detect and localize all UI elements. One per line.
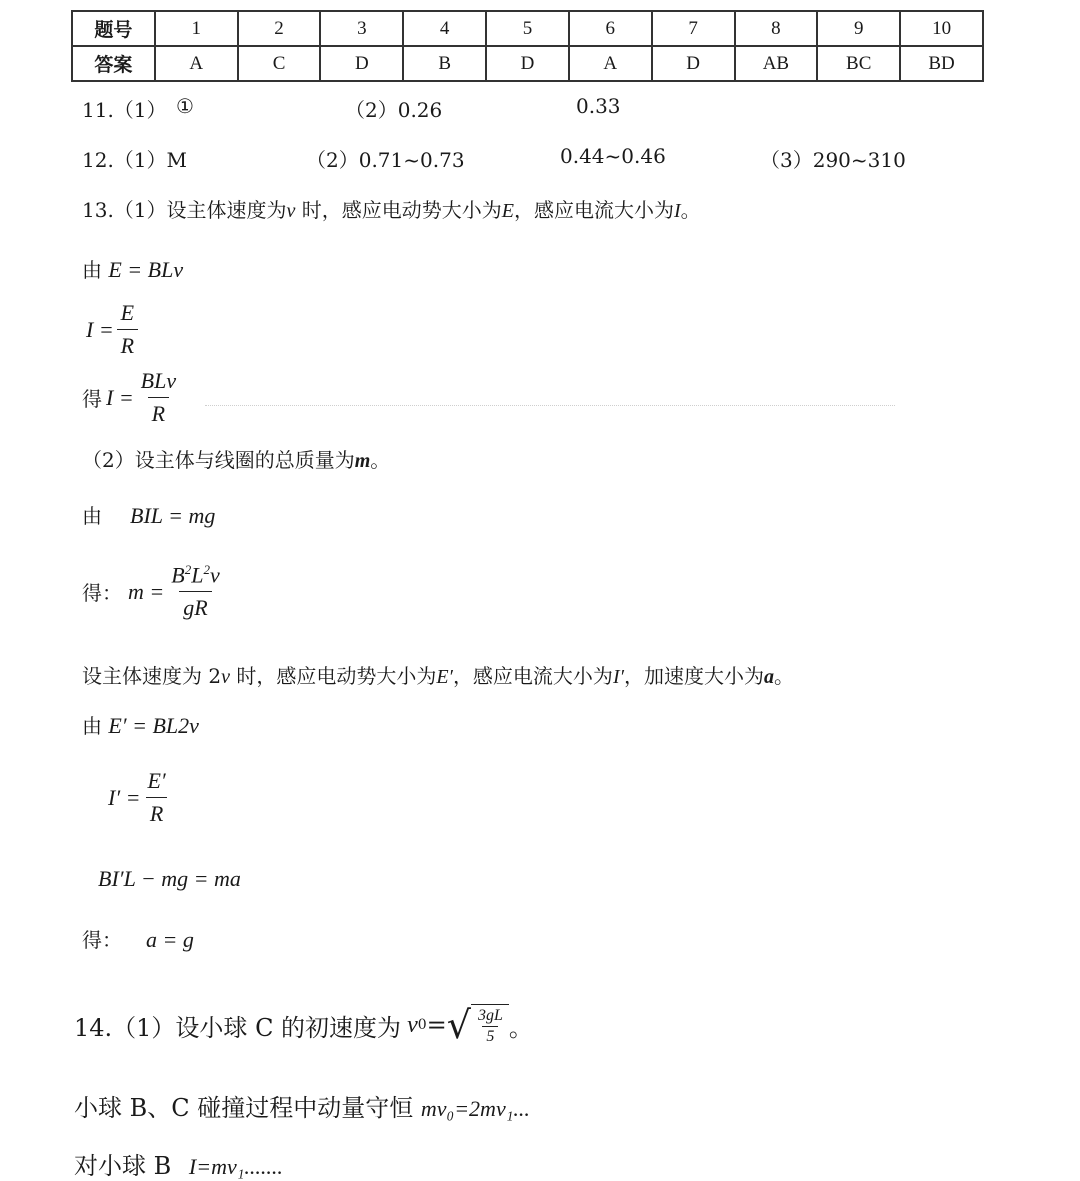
- q11-answer-1: ①: [176, 94, 194, 118]
- equation-current: I = $\frac{E}{R}$: [86, 300, 141, 359]
- table-row-answers: [72, 46, 983, 81]
- fraction: $\frac{E'}{R}$: [147, 768, 166, 826]
- table-cell: A: [569, 46, 652, 81]
- table-cell: BD: [900, 46, 983, 81]
- q14-intro: 14.（1）设小球 C 的初速度为 v 0 = √ $\frac{3gL}{5}$ 。: [74, 1003, 533, 1047]
- equation-mass: 得： m = $\frac{B^2L^2v}{gR}$: [82, 562, 227, 621]
- table-cell: 4: [403, 11, 486, 46]
- table-cell: D: [652, 46, 735, 81]
- table-row-numbers: [72, 11, 983, 46]
- table-cell: 3: [320, 11, 403, 46]
- table-cell: 7: [652, 11, 735, 46]
- q14-momentum: 小球 B、C 碰撞过程中动量守恒 mv₀=2mv₁...: [74, 1094, 530, 1122]
- equation-current-2: I′ = $\frac{E'}{R}$: [108, 768, 173, 827]
- table-cell: D: [320, 46, 403, 81]
- table-cell: 5: [486, 11, 569, 46]
- q11-answer-3: 0.33: [576, 94, 621, 118]
- table-cell: 2: [238, 11, 321, 46]
- table-cell: B: [403, 46, 486, 81]
- equation-emf-2: 由 E′ = BL2v: [82, 713, 199, 738]
- square-root: √ $\frac{3gL}{5}$: [447, 1004, 509, 1046]
- q14-impulse: 对小球 B I=mv₁.......: [74, 1152, 283, 1180]
- table-cell: C: [238, 46, 321, 81]
- table-cell: 8: [735, 11, 818, 46]
- equation-acceleration: 得： a = g: [82, 927, 194, 952]
- answer-label: 答案: [72, 46, 155, 81]
- fraction: $\frac{E}{R}$: [117, 300, 138, 359]
- fraction: $\frac{3gL}{5}$: [477, 1007, 503, 1045]
- q13-intro: 13.（1）设主体速度为v 时，感应电动势大小为E，感应电流大小为I。: [82, 198, 701, 222]
- table-cell: A: [155, 46, 238, 81]
- q12-answer-2: （2）0.71~0.73: [306, 148, 465, 172]
- equation-emf: 由 E = BLv: [82, 257, 184, 282]
- table-cell: 6: [569, 11, 652, 46]
- q11-answer-2: （2）0.26: [345, 98, 443, 122]
- table-cell: 10: [900, 11, 983, 46]
- answer-table: [71, 10, 984, 82]
- fraction: $\frac{B^2L^2v}{gR}$: [171, 562, 220, 621]
- table-cell: 1: [155, 11, 238, 46]
- fraction: $\frac{\text{BLv}}{R}$: [140, 368, 177, 426]
- q11-prefix: 11.（1）: [82, 98, 167, 122]
- equation-newton: BI′L − mg = ma: [98, 866, 241, 891]
- table-cell: 9: [817, 11, 900, 46]
- dotted-divider: [205, 405, 895, 406]
- q12-prefix: 12.（1）M: [82, 148, 188, 172]
- table-cell: AB: [735, 46, 818, 81]
- q13-part2-intro: （2）设主体与线圈的总质量为m。: [82, 448, 391, 472]
- q12-answer-4: （3）290~310: [760, 148, 906, 172]
- equation-current-result: 得 I = $\frac{\text{BLv}}{R}$: [82, 368, 183, 427]
- table-cell: BC: [817, 46, 900, 81]
- equation-force-balance: 由 BIL = mg: [82, 503, 216, 528]
- header-label: 题号: [72, 11, 155, 46]
- table-cell: D: [486, 46, 569, 81]
- q13-line2: 设主体速度为 2v 时，感应电动势大小为E′，感应电流大小为I′，加速度大小为a。: [82, 664, 794, 688]
- q12-answer-3: 0.44~0.46: [560, 144, 666, 168]
